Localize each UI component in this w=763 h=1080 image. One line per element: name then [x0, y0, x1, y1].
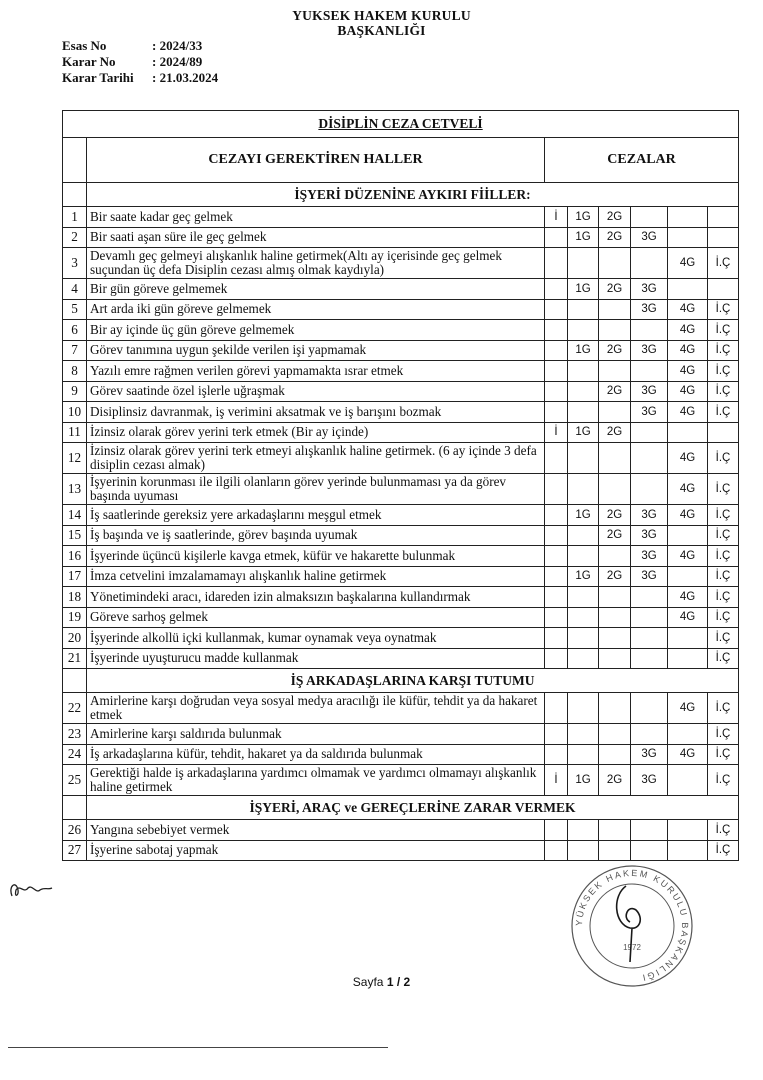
penalty-cell: 4G [668, 546, 708, 567]
penalty-cell [568, 361, 599, 382]
penalty-cell: 1G [568, 765, 599, 796]
penalty-cell: 1G [568, 207, 599, 228]
penalty-cell [668, 765, 708, 796]
penalty-cell [668, 566, 708, 587]
penalty-cell [631, 628, 668, 649]
penalty-cell: İ.Ç [708, 505, 739, 526]
official-stamp [568, 862, 696, 990]
table-row [63, 525, 739, 546]
penalty-cell [631, 443, 668, 474]
row-text: İşyerine sabotaj yapmak [87, 840, 545, 861]
penalty-cell [545, 840, 568, 861]
row-text: Amirlerine karşı saldırıda bulunmak [87, 724, 545, 745]
row-number: 4 [63, 279, 87, 300]
penalty-cell [545, 648, 568, 669]
penalty-cell: 4G [668, 340, 708, 361]
table-row [63, 443, 739, 474]
penalty-cell [599, 648, 631, 669]
header-spacer [63, 138, 87, 183]
table-row [63, 361, 739, 382]
penalty-cell: 3G [631, 744, 668, 765]
penalty-cell [599, 546, 631, 567]
row-text: Görev tanımına uygun şekilde verilen işi yapmamak [87, 340, 545, 361]
row-number: 14 [63, 505, 87, 526]
penalty-cell: İ.Ç [708, 299, 739, 320]
penalty-cell [545, 248, 568, 279]
row-text: İzinsiz olarak görev yerini terk etmeyi alışkanlık haline getirmek. (6 ay içinde 3 defa disiplin cezası almak) [87, 443, 545, 474]
penalty-cell: 4G [668, 299, 708, 320]
penalty-cell: İ.Ç [708, 820, 739, 841]
section-title: İŞYERİ DÜZENİNE AYKIRI FİİLLER: [87, 183, 739, 207]
penalty-cell: 2G [599, 207, 631, 228]
penalty-cell [545, 587, 568, 608]
section-header-row [63, 183, 739, 207]
row-number: 1 [63, 207, 87, 228]
penalty-cell [599, 724, 631, 745]
penalty-cell [599, 443, 631, 474]
penalty-cell: İ.Ç [708, 320, 739, 341]
row-number: 12 [63, 443, 87, 474]
penalty-cell: İ.Ç [708, 381, 739, 402]
penalty-cell: İ [545, 765, 568, 796]
penalty-cell [708, 207, 739, 228]
penalty-cell: 2G [599, 566, 631, 587]
penalty-cell [668, 820, 708, 841]
row-text: İzinsiz olarak görev yerini terk etmek (Bir ay içinde) [87, 422, 545, 443]
table-row [63, 299, 739, 320]
row-number: 10 [63, 402, 87, 423]
penalty-cell: İ.Ç [708, 566, 739, 587]
penalty-cell [599, 402, 631, 423]
table-row [63, 340, 739, 361]
row-number: 17 [63, 566, 87, 587]
penalty-cell [599, 628, 631, 649]
penalty-cell: İ.Ç [708, 402, 739, 423]
table-row [63, 546, 739, 567]
row-number: 26 [63, 820, 87, 841]
table-title-row [63, 111, 739, 138]
penalty-cell [631, 248, 668, 279]
bottom-rule [8, 1047, 388, 1048]
penalty-cell: 2G [599, 505, 631, 526]
penalty-cell [545, 299, 568, 320]
penalty-table [62, 110, 739, 861]
penalty-cell: 4G [668, 474, 708, 505]
penalty-cell [545, 566, 568, 587]
penalty-cell: 4G [668, 693, 708, 724]
penalty-cell [545, 227, 568, 248]
penalty-cell [668, 227, 708, 248]
penalty-cell: 4G [668, 381, 708, 402]
section-spacer [63, 669, 87, 693]
penalty-cell: 3G [631, 566, 668, 587]
penalty-cell [568, 648, 599, 669]
penalty-cell: İ.Ç [708, 724, 739, 745]
row-number: 24 [63, 744, 87, 765]
penalty-cell [545, 693, 568, 724]
row-text: İmza cetvelini imzalamamayı alışkanlık haline getirmek [87, 566, 545, 587]
table-row [63, 279, 739, 300]
penalty-cell [568, 443, 599, 474]
row-text: İşyerinde alkollü içki kullanmak, kumar oynamak veya oynatmak [87, 628, 545, 649]
table-row [63, 566, 739, 587]
row-text: Bir saate kadar geç gelmek [87, 207, 545, 228]
penalty-cell: 2G [599, 422, 631, 443]
penalty-cell [708, 279, 739, 300]
row-number: 18 [63, 587, 87, 608]
institution-subtitle: BAŞKANLIĞI [337, 23, 426, 38]
meta-value: : 2024/33 [152, 38, 203, 53]
table-row [63, 381, 739, 402]
penalty-cell [631, 207, 668, 228]
row-number: 21 [63, 648, 87, 669]
row-number: 6 [63, 320, 87, 341]
penalty-cell [668, 628, 708, 649]
row-number: 9 [63, 381, 87, 402]
penalty-cell: 3G [631, 505, 668, 526]
header-penalties: CEZALAR [545, 138, 739, 183]
penalty-cell [599, 693, 631, 724]
row-text: Bir saati aşan süre ile geç gelmek [87, 227, 545, 248]
penalty-cell [545, 820, 568, 841]
table-row [63, 587, 739, 608]
penalty-cell [668, 840, 708, 861]
penalty-cell: 1G [568, 422, 599, 443]
row-number: 5 [63, 299, 87, 320]
svg-text:YÜKSEK HAKEM KURULU BAŞKANLIĞI [574, 868, 690, 983]
row-text: İşyerinin korunması ile ilgili olanların görev yerinde bulunmaması ya da görev başında uyuması [87, 474, 545, 505]
table-row [63, 505, 739, 526]
penalty-cell [545, 474, 568, 505]
penalty-cell: İ.Ç [708, 546, 739, 567]
section-header-row [63, 796, 739, 820]
penalty-cell [545, 443, 568, 474]
penalty-cell [668, 207, 708, 228]
row-text: İş arkadaşlarına küfür, tehdit, hakaret ya da saldırıda bulunmak [87, 744, 545, 765]
row-text: Göreve sarhoş gelmek [87, 607, 545, 628]
penalty-cell: 3G [631, 381, 668, 402]
penalty-cell [599, 840, 631, 861]
penalty-cell [568, 402, 599, 423]
penalty-cell: 3G [631, 546, 668, 567]
table-row [63, 227, 739, 248]
penalty-cell: İ [545, 207, 568, 228]
case-meta [62, 38, 218, 86]
penalty-cell [708, 227, 739, 248]
table-row [63, 474, 739, 505]
penalty-cell: 2G [599, 381, 631, 402]
penalty-cell [568, 248, 599, 279]
penalty-cell: 3G [631, 765, 668, 796]
row-number: 13 [63, 474, 87, 505]
row-text: İş saatlerinde gereksiz yere arkadaşlarını meşgul etmek [87, 505, 545, 526]
table-row [63, 320, 739, 341]
section-spacer [63, 183, 87, 207]
table-row [63, 724, 739, 745]
penalty-cell [631, 820, 668, 841]
row-number: 22 [63, 693, 87, 724]
table-header-row [63, 138, 739, 183]
penalty-cell: İ.Ç [708, 607, 739, 628]
penalty-cell [599, 361, 631, 382]
row-text: Bir gün göreve gelmemek [87, 279, 545, 300]
penalty-cell: 4G [668, 607, 708, 628]
row-number: 25 [63, 765, 87, 796]
meta-label: Karar Tarihi [62, 70, 134, 85]
penalty-cell [568, 607, 599, 628]
penalty-cell: İ [545, 422, 568, 443]
table-row [63, 744, 739, 765]
penalty-cell [568, 693, 599, 724]
meta-label: Esas No [62, 38, 107, 53]
penalty-cell: 4G [668, 361, 708, 382]
penalty-cell [545, 607, 568, 628]
penalty-cell: 2G [599, 765, 631, 796]
penalty-cell [599, 607, 631, 628]
meta-value: : 2024/89 [152, 54, 203, 69]
penalty-cell: İ.Ç [708, 628, 739, 649]
row-number: 8 [63, 361, 87, 382]
penalty-cell [708, 422, 739, 443]
penalty-cell [631, 587, 668, 608]
penalty-cell [568, 587, 599, 608]
penalty-cell [599, 299, 631, 320]
header-cases: CEZAYI GEREKTİREN HALLER [87, 138, 545, 183]
table-row [63, 628, 739, 649]
table-row [63, 422, 739, 443]
penalty-cell: 3G [631, 279, 668, 300]
penalty-cell: 2G [599, 227, 631, 248]
row-number: 16 [63, 546, 87, 567]
page-number: 1 / 2 [386, 975, 411, 989]
penalty-cell: İ.Ç [708, 744, 739, 765]
penalty-cell [545, 724, 568, 745]
penalty-cell: 3G [631, 402, 668, 423]
row-number: 2 [63, 227, 87, 248]
penalty-cell: 3G [631, 340, 668, 361]
row-text: Art arda iki gün göreve gelmemek [87, 299, 545, 320]
table-row [63, 248, 739, 279]
stamp-year: 1972 [623, 943, 641, 952]
penalty-cell: 1G [568, 279, 599, 300]
table-title: DİSİPLİN CEZA CETVELİ [63, 111, 739, 138]
penalty-cell [568, 724, 599, 745]
row-text: Disiplinsiz davranmak, iş verimini aksatmak ve iş barışını bozmak [87, 402, 545, 423]
institution-name: YUKSEK HAKEM KURULU [292, 8, 471, 23]
penalty-cell [568, 525, 599, 546]
penalty-cell [568, 820, 599, 841]
penalty-cell: 4G [668, 443, 708, 474]
penalty-cell: 2G [599, 279, 631, 300]
row-text: İşyerinde uyuşturucu madde kullanmak [87, 648, 545, 669]
penalty-cell [568, 546, 599, 567]
penalty-cell [631, 693, 668, 724]
penalty-cell: 3G [631, 299, 668, 320]
penalty-cell [631, 361, 668, 382]
penalty-cell [668, 724, 708, 745]
penalty-cell: İ.Ç [708, 587, 739, 608]
row-text: Gerektiği halde iş arkadaşlarına yardımcı olmamak ve yardımcı olmamayı alışkanlık haline getirmek [87, 765, 545, 796]
penalty-cell: 4G [668, 402, 708, 423]
penalty-cell: 4G [668, 505, 708, 526]
penalty-cell: İ.Ç [708, 474, 739, 505]
penalty-cell: İ.Ç [708, 525, 739, 546]
penalty-cell [545, 505, 568, 526]
penalty-cell [631, 648, 668, 669]
penalty-cell [599, 744, 631, 765]
footer-label: Sayfa [352, 975, 387, 989]
penalty-cell: 4G [668, 248, 708, 279]
penalty-cell [668, 525, 708, 546]
penalty-cell [599, 587, 631, 608]
penalty-cell [568, 474, 599, 505]
row-number: 27 [63, 840, 87, 861]
penalty-cell: İ.Ç [708, 361, 739, 382]
penalty-cell [545, 279, 568, 300]
meta-value: : 21.03.2024 [152, 70, 219, 85]
penalty-cell [545, 402, 568, 423]
stamp-ring-text: YÜKSEK HAKEM KURULU BAŞKANLIĞI [573, 867, 691, 984]
table-row [63, 402, 739, 423]
penalty-cell: 4G [668, 744, 708, 765]
handwritten-initials [6, 876, 54, 904]
row-number: 3 [63, 248, 87, 279]
table-row [63, 607, 739, 628]
penalty-cell [545, 361, 568, 382]
penalty-cell: 4G [668, 587, 708, 608]
penalty-cell [599, 248, 631, 279]
penalty-cell [599, 320, 631, 341]
row-text: Devamlı geç gelmeyi alışkanlık haline getirmek(Altı ay içerisinde geç gelmek suçundan üç defa Disiplin cezası almış olmak kaydıyla) [87, 248, 545, 279]
table-row [63, 693, 739, 724]
table-row [63, 765, 739, 796]
penalty-cell [545, 525, 568, 546]
meta-label: Karar No [62, 54, 116, 69]
row-number: 11 [63, 422, 87, 443]
penalty-cell [545, 628, 568, 649]
penalty-cell: 1G [568, 340, 599, 361]
penalty-cell: 3G [631, 227, 668, 248]
penalty-cell [668, 422, 708, 443]
penalty-cell: 1G [568, 566, 599, 587]
row-number: 23 [63, 724, 87, 745]
row-text: Bir ay içinde üç gün göreve gelmemek [87, 320, 545, 341]
row-number: 19 [63, 607, 87, 628]
penalty-cell: İ.Ç [708, 840, 739, 861]
row-text: Amirlerine karşı doğrudan veya sosyal medya aracılığı ile küfür, tehdit ya da hakaret etmek [87, 693, 545, 724]
penalty-cell: 2G [599, 525, 631, 546]
section-spacer [63, 796, 87, 820]
penalty-cell [631, 724, 668, 745]
penalty-cell: İ.Ç [708, 248, 739, 279]
penalty-cell: İ.Ç [708, 340, 739, 361]
penalty-cell: İ.Ç [708, 693, 739, 724]
meta-tarih [62, 70, 218, 86]
penalty-cell [631, 474, 668, 505]
penalty-cell: 3G [631, 525, 668, 546]
penalty-cell [545, 546, 568, 567]
row-text: Yangına sebebiyet vermek [87, 820, 545, 841]
row-number: 20 [63, 628, 87, 649]
penalty-cell [568, 840, 599, 861]
table-row [63, 820, 739, 841]
table-row [63, 648, 739, 669]
table-row [63, 840, 739, 861]
penalty-cell: 1G [568, 227, 599, 248]
row-number: 15 [63, 525, 87, 546]
penalty-cell [568, 299, 599, 320]
penalty-cell [668, 279, 708, 300]
row-text: Yönetimindeki aracı, idareden izin almaksızın başkalarına kullandırmak [87, 587, 545, 608]
penalty-cell [599, 820, 631, 841]
penalty-cell [568, 320, 599, 341]
penalty-cell [545, 320, 568, 341]
penalty-cell [668, 648, 708, 669]
penalty-cell [545, 340, 568, 361]
penalty-cell [568, 628, 599, 649]
penalty-cell [631, 607, 668, 628]
section-header-row [63, 669, 739, 693]
penalty-cell: 1G [568, 505, 599, 526]
row-text: İşyerinde üçüncü kişilerle kavga etmek, küfür ve hakarette bulunmak [87, 546, 545, 567]
row-text: İş başında ve iş saatlerinde, görev başında uyumak [87, 525, 545, 546]
penalty-cell [568, 381, 599, 402]
penalty-cell: 2G [599, 340, 631, 361]
penalty-cell [545, 381, 568, 402]
penalty-cell: İ.Ç [708, 648, 739, 669]
penalty-cell [568, 744, 599, 765]
row-text: Yazılı emre rağmen verilen görevi yapmamakta ısrar etmek [87, 361, 545, 382]
penalty-cell [631, 320, 668, 341]
penalty-cell: İ.Ç [708, 765, 739, 796]
meta-esas [62, 38, 218, 54]
section-title: İŞ ARKADAŞLARINA KARŞI TUTUMU [87, 669, 739, 693]
row-number: 7 [63, 340, 87, 361]
table-row [63, 207, 739, 228]
penalty-cell [631, 422, 668, 443]
meta-karar [62, 54, 218, 70]
row-text: Görev saatinde özel işlerle uğraşmak [87, 381, 545, 402]
penalty-cell [545, 744, 568, 765]
penalty-cell: İ.Ç [708, 443, 739, 474]
penalty-cell [599, 474, 631, 505]
section-title: İŞYERİ, ARAÇ ve GEREÇLERİNE ZARAR VERMEK [87, 796, 739, 820]
penalty-cell [631, 840, 668, 861]
penalty-cell: 4G [668, 320, 708, 341]
